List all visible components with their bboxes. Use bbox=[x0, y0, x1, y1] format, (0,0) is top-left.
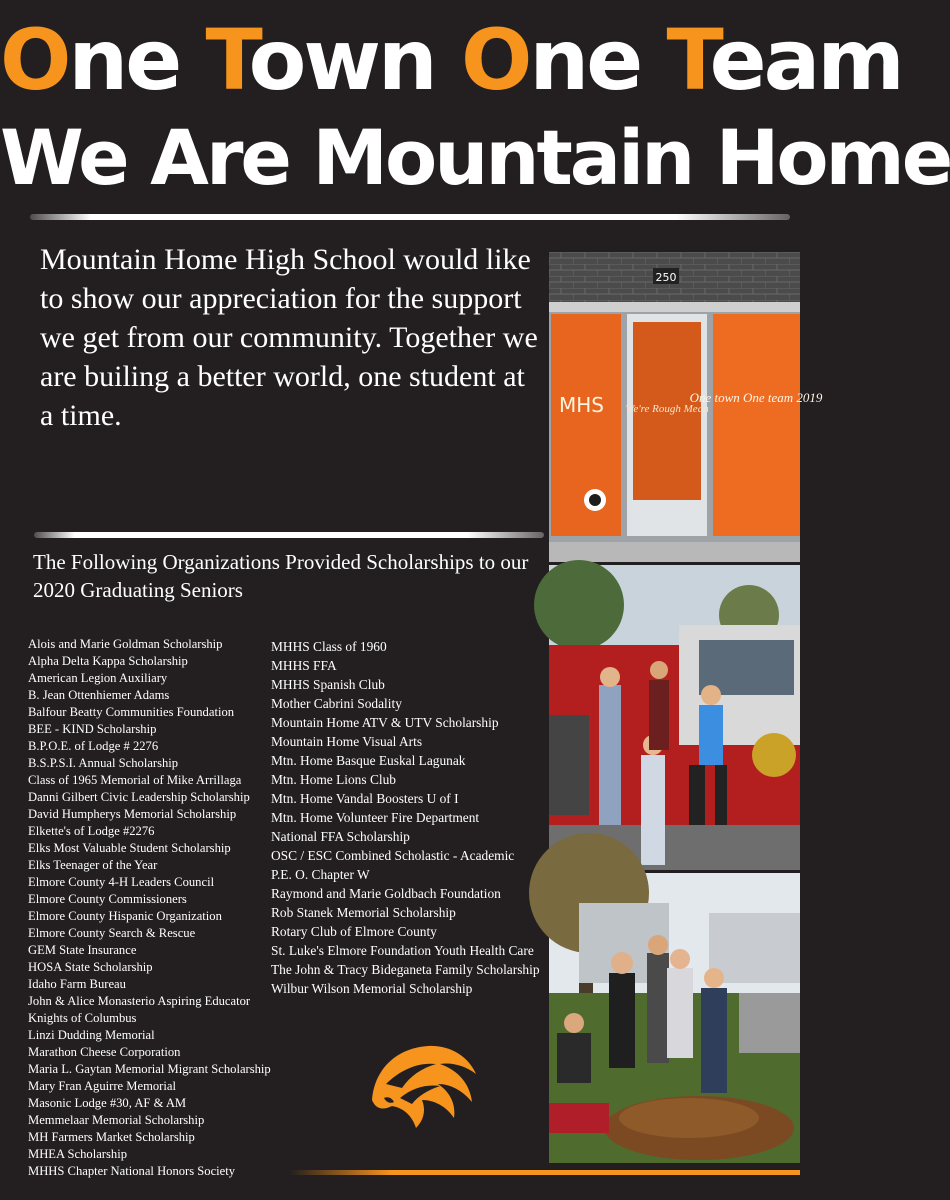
organization-item: HOSA State Scholarship bbox=[28, 960, 153, 974]
intro-paragraph: Mountain Home High School would like to show our appreciation for the support we get from our community. Together we are builing a better world, one student at a time. bbox=[40, 243, 538, 432]
organization-item: P.E. O. Chapter W bbox=[271, 867, 370, 882]
organization-item: MH Farmers Market Scholarship bbox=[28, 1130, 195, 1144]
organization-item: Alpha Delta Kappa Scholarship bbox=[28, 654, 188, 668]
organization-item: Mtn. Home Lions Club bbox=[271, 772, 396, 787]
scholarship-subheading: The Following Organizations Provided Scholarships to our 2020 Graduating Seniors bbox=[33, 550, 529, 602]
organization-item: MHHS Class of 1960 bbox=[271, 639, 387, 654]
organization-item: Mtn. Home Volunteer Fire Department bbox=[271, 810, 480, 825]
organization-item: National FFA Scholarship bbox=[271, 829, 410, 844]
organization-item: B. Jean Ottenhiemer Adams bbox=[28, 688, 170, 702]
brush-divider-bottom bbox=[290, 1170, 800, 1175]
organization-item: Mary Fran Aguirre Memorial bbox=[28, 1079, 176, 1093]
organization-item: MHEA Scholarship bbox=[28, 1147, 127, 1161]
headline-word-town: Town bbox=[205, 11, 435, 109]
headline-word-one: One bbox=[0, 11, 180, 109]
photo-students-fire-truck bbox=[549, 565, 800, 870]
organization-item: American Legion Auxiliary bbox=[28, 671, 168, 685]
organization-item: MHHS Chapter National Honors Society bbox=[28, 1164, 236, 1178]
organization-item: Mother Cabrini Sodality bbox=[271, 696, 402, 711]
svg-text:250: 250 bbox=[655, 271, 677, 284]
organization-item: Knights of Columbus bbox=[28, 1011, 137, 1025]
svg-text:MHS: MHS bbox=[559, 393, 604, 417]
organization-item: B.P.O.E. of Lodge # 2276 bbox=[28, 739, 159, 753]
organization-item: B.S.P.S.I. Annual Scholarship bbox=[28, 756, 179, 770]
organization-item: GEM State Insurance bbox=[28, 943, 137, 957]
organization-item: Elks Teenager of the Year bbox=[28, 858, 158, 872]
organization-item: St. Luke's Elmore Foundation Youth Health Care bbox=[271, 943, 534, 958]
organization-item: Mountain Home Visual Arts bbox=[271, 734, 423, 749]
organization-item: Danni Gilbert Civic Leadership Scholarship bbox=[28, 790, 250, 804]
photo-students-raking-leaves bbox=[549, 873, 800, 1163]
organization-item: John & Alice Monasterio Aspiring Educator bbox=[28, 994, 251, 1008]
organization-item: Marathon Cheese Corporation bbox=[28, 1045, 181, 1059]
photo-storefront-windows bbox=[549, 252, 823, 562]
organization-item: Raymond and Marie Goldbach Foundation bbox=[271, 886, 501, 901]
organization-item: Linzi Dudding Memorial bbox=[28, 1028, 155, 1042]
headline-line-1 bbox=[0, 11, 902, 109]
organization-list-left bbox=[28, 636, 271, 1180]
headline-word-one-2: One bbox=[460, 11, 641, 109]
organization-item: Mtn. Home Basque Euskal Lagunak bbox=[271, 753, 466, 768]
organization-item: Elmore County Search & Rescue bbox=[28, 926, 196, 940]
organization-item: Elks Most Valuable Student Scholarship bbox=[28, 841, 231, 855]
brush-divider-top bbox=[30, 214, 790, 220]
organization-item: Class of 1965 Memorial of Mike Arrillaga bbox=[28, 773, 242, 787]
organization-item: Idaho Farm Bureau bbox=[28, 977, 126, 991]
organization-item: Alois and Marie Goldman Scholarship bbox=[28, 637, 223, 651]
organization-item: Maria L. Gaytan Memorial Migrant Scholarship bbox=[28, 1062, 271, 1076]
svg-text:One town One team 2019: One town One team 2019 bbox=[689, 390, 823, 405]
brush-divider-middle bbox=[34, 532, 544, 538]
organization-item: MHHS FFA bbox=[271, 658, 337, 673]
organization-item: David Humpherys Memorial Scholarship bbox=[28, 807, 237, 821]
organization-item: BEE - KIND Scholarship bbox=[28, 722, 157, 736]
organization-item: Elmore County Commissioners bbox=[28, 892, 187, 906]
organization-item: Mtn. Home Vandal Boosters U of I bbox=[271, 791, 459, 806]
organization-item: Memmelaar Memorial Scholarship bbox=[28, 1113, 205, 1127]
organization-list-right bbox=[271, 637, 540, 998]
headline-word-team: Team bbox=[666, 11, 902, 109]
organization-item: Balfour Beatty Communities Foundation bbox=[28, 705, 235, 719]
organization-item: Rob Stanek Memorial Scholarship bbox=[271, 905, 456, 920]
organization-item: Rotary Club of Elmore County bbox=[271, 924, 437, 939]
organization-item: Mountain Home ATV & UTV Scholarship bbox=[271, 715, 499, 730]
svg-text:We're Rough Mean: We're Rough Mean bbox=[625, 403, 709, 415]
organization-item: The John & Tracy Bideganeta Family Scholarship bbox=[271, 962, 540, 977]
organization-item: Wilbur Wilson Memorial Scholarship bbox=[271, 981, 473, 996]
organization-item: MHHS Spanish Club bbox=[271, 677, 385, 692]
organization-item: Masonic Lodge #30, AF & AM bbox=[28, 1096, 187, 1110]
tiger-head-icon bbox=[366, 1040, 478, 1130]
headline-line-2: We Are Mountain Home bbox=[0, 113, 950, 202]
organization-item: Elkette's of Lodge #2276 bbox=[28, 824, 155, 838]
organization-item: Elmore County 4-H Leaders Council bbox=[28, 875, 215, 889]
organization-item: Elmore County Hispanic Organization bbox=[28, 909, 222, 923]
organization-item: OSC / ESC Combined Scholastic - Academic bbox=[271, 848, 515, 863]
